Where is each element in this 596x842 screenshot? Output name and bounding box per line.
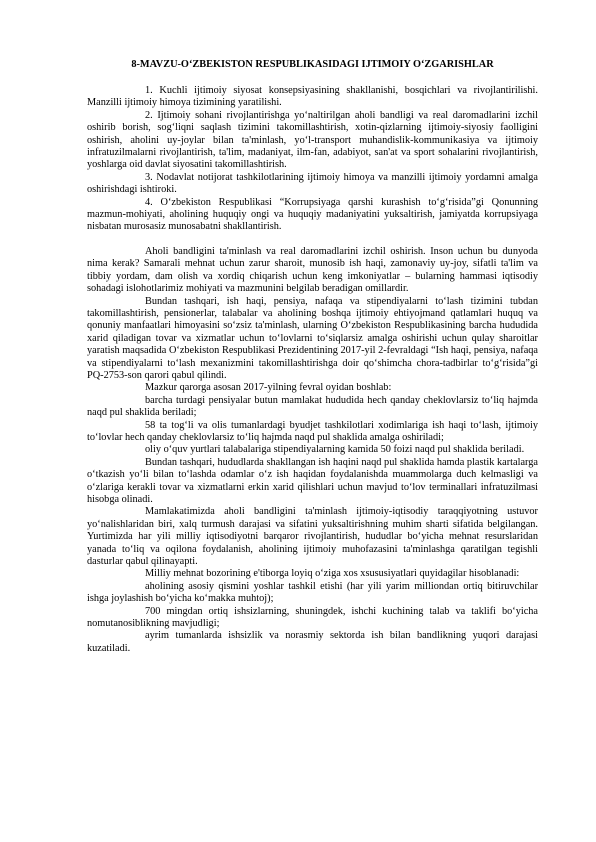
- plan-list: [87, 85, 538, 234]
- plan-item: 3. Nodavlat notijorat tashkilotlarining ijtimoiy himoya va manzilli ijtimoiy yordamni amalga oshirishdagi ishtiroki.: [87, 171, 538, 196]
- plan-item: 1. Kuchli ijtimoiy siyosat konsepsiyasining shakllanishi, bosqichlari va rivojlantirilishi. Manzilli ijtimoiy himoya tizimining yaratilishi.: [87, 85, 538, 109]
- section-gap: [87, 234, 538, 246]
- paragraph: Mamlakatimizda aholi bandligini ta'minlash ijtimoiy-iqtisodiy taraqqiyotning ustuvor yo‘nalishlaridan biri, xalq turmush darajasi va sifatini yuksaltirishning muhim sharti sifatida belgilangan. Yurtimizda har yili milliy iqtisodiyotni barqaror rivojlantirish, hududlar bo‘yicha mehnat resurslaridan yanada to‘liq va oqilona foydalanish, aholining ijtimoiy muhofazasini ta'minlashga qaratilgan tegishli dasturlar qabul qilinayapti.: [87, 506, 538, 568]
- body-text: [87, 246, 538, 655]
- paragraph: Bundan tashqari, ish haqi, pensiya, nafaqa va stipendiyalarni to‘lash tizimini tubdan takomillashtirish, pensionerlar, talabalar va aholining boshqa ijtimoiy ehtiyojmand qatlamlari huquq va qonuniy manfaatlari himoyasini so‘zsiz ta'minlash, ularning O‘zbekiston Respublikasining barcha hududida xarid qiladigan tovar va xizmatlar uchun to‘lovlarni to‘siqlarsiz amalga oshirishi uchun qulay sharoitlar yaratish maqsadida O‘zbekiston Respublikasi Prezidentining 2017-yil 2-fevraldagi “Ish haqi, pensiya, nafaqa va stipendiyalarni to‘lash mexanizmini takomillashtirishga doir qo‘shimcha chora-tadbirlar to‘g‘risida”gi PQ-2753-son qarori qabul qilindi.: [87, 295, 538, 381]
- paragraph: 58 ta tog‘li va olis tumanlardagi byudjet tashkilotlari xodimlariga ish haqi to‘lash, ijtimoiy to‘lovlar hech qanday cheklovlarsiz to‘liq hajmda naqd pul shaklida amalga oshiriladi;: [87, 419, 538, 443]
- paragraph: barcha turdagi pensiyalar butun mamlakat hududida hech qanday cheklovlarsiz to‘liq hajmda naqd pul shaklida beriladi;: [87, 394, 538, 419]
- paragraph: 700 mingdan ortiq ishsizlarning, shuningdek, ishchi kuchining talab va taklifi bo‘yicha nomutanosiblikning mavjudligi;: [87, 605, 538, 630]
- paragraph: ayrim tumanlarda ishsizlik va norasmiy sektorda ish bilan bandlikning yuqori darajasi kuzatiladi.: [87, 630, 538, 654]
- page-title: 8-MAVZU-O‘ZBEKISTON RESPUBLIKASIDAGI IJTIMOIY O‘ZGARISHLAR: [131, 59, 494, 70]
- paragraph: aholining asosiy qismini yoshlar tashkil etishi (har yili yarim milliondan ortiq bitiruvchilar ishga joylashish bo‘yicha ko‘makka muhtoj);: [87, 580, 538, 605]
- paragraph: Aholi bandligini ta'minlash va real daromadlarini izchil oshirish. Inson uchun bu dunyoda nima kerak? Samarali mehnat uchun zarur sharoit, munosib ish haqi, zamonaviy uy-joy, sifatli ta'lim va tibbiy yordam, dam olish va xordiq chiqarish uchun keng imkoniyatlar – bularning hammasi iqtisodiy sohadagi islohotlarimiz mohiyati va mazmunini belgilab beradigan omillardir.: [87, 245, 538, 295]
- plan-item: 2. Ijtimoiy sohani rivojlantirishga yo‘naltirilgan aholi bandligi va real daromadlarini izchil oshirib borish, sog‘liqni saqlash tizimini takomillashtirish, xotin-qizlarning ijtimoiy-siyosiy faolligini oshirish, aholini uy-joylar bilan ta'minlash, yo‘l-transport muhandislik-kommunikasiya va ijtimoiy infratuzilmalarni rivojlantirish, ta'lim, madaniyat, ilm-fan, adabiyot, san'at va sport sohalarini rivojlantirish, yoshlarga oid davlat siyosatini takomillashtirish.: [87, 109, 538, 171]
- plan-item: 4. O‘zbekiston Respublikasi “Korrupsiyaga qarshi kurashish to‘g‘risida”gi Qonunning mazmun-mohiyati, aholining huquqiy ongi va huquqiy madaniyatini yuksaltirish, jamiyatda korrupsiyaga nisbatan murosasiz munosabatni shakllantirish.: [87, 196, 538, 233]
- paragraph: oliy o‘quv yurtlari talabalariga stipendiyalarning kamida 50 foizi naqd pul shaklida beriladi.: [145, 444, 525, 456]
- paragraph: Mazkur qarorga asosan 2017-yilning fevral oyidan boshlab:: [145, 382, 392, 394]
- paragraph: Milliy mehnat bozorining e'tiborga loyiq o‘ziga xos xsususiyatlari quyidagilar hisoblanadi:: [145, 568, 520, 580]
- paragraph: Bundan tashqari, hududlarda shakllangan ish haqini naqd pul shaklida hamda plastik kartalarga o‘tkazish yo‘li bilan to‘lashda odamlar o‘z ish haqidan foydalanishda muammolarga duch kelmasligi va o‘zlariga kerakli tovar va xizmatlarni erkin xarid qilishlari uchun mavjud to‘lov terminallari infratuzilmasi hisobga olinadi.: [87, 456, 538, 505]
